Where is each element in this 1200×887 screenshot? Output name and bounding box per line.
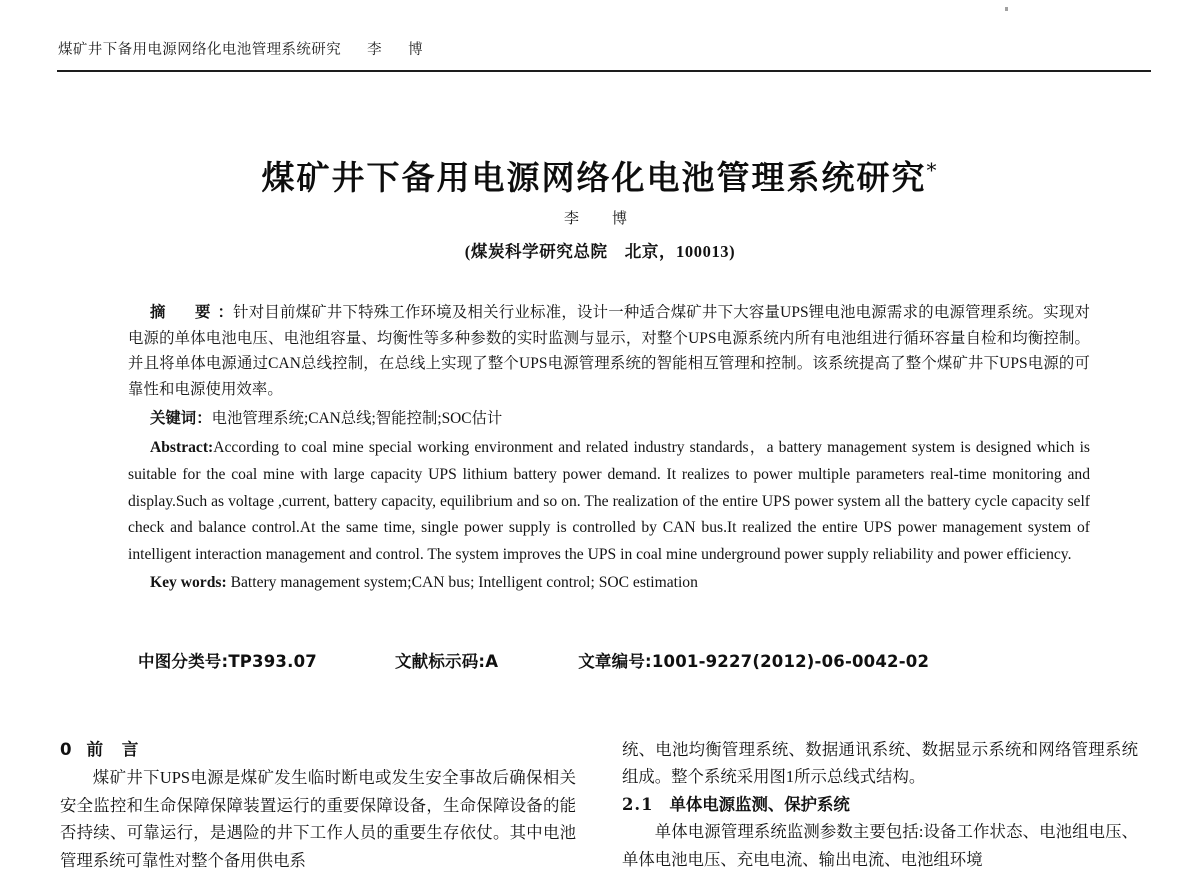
- paragraph-introduction: 煤矿井下UPS电源是煤矿发生临时断电或发生安全事故后确保相关安全监控和生命保障保障装置运行的重要保障设备，生命保障设备的能否持续、可靠运行，是遇险的井下工作人员的重要生存依仗。其中电池管理系统可靠性对整个备用供电系: [60, 768, 576, 870]
- title-footnote-marker: *: [926, 158, 939, 183]
- scan-artifact-speck: [1005, 7, 1008, 11]
- abstract-chinese-colon: ：: [217, 304, 234, 321]
- clc-value: TP393.07: [228, 652, 317, 671]
- body-column-right: [622, 736, 1138, 887]
- section-title-sub: 单体电源监测、保护系统: [669, 794, 850, 814]
- abstract-english-text: According to coal mine special working environment and related industry standards，a battery management system is designed which is suitable for the coal mine with large capacity UPS lithium battery power demand. It realizes to power multiple parameters real-time monitoring and display.Such as voltage ,current, battery capacity, equilibrium and so on. The realization of the entire UPS power system all the battery cycle capacity self check and balance control.At the same time, single power supply is controlled by CAN bus.It realized the entire UPS power management system of intelligent interaction management and control. The system improves the UPS in coal mine underground power supply reliability and power efficiency.: [128, 439, 1090, 563]
- classification-row: [138, 648, 1138, 672]
- keywords-chinese-label: 关键词: [150, 410, 197, 428]
- keywords-english-label: Key words:: [150, 574, 227, 592]
- clc-segment: [138, 652, 317, 671]
- section-heading-introduction: [60, 736, 576, 763]
- section-number: 0: [60, 740, 73, 759]
- page-title: [0, 152, 1200, 199]
- document-code-segment: [395, 652, 498, 671]
- abstract-chinese-text: 针对目前煤矿井下特殊工作环境及相关行业标准，设计一种适合煤矿井下大容量UPS锂电池电源需求的电源管理系统。实现对电源的单体电池电压、电池组容量、均衡性等多种参数的实时监测与显示，对整个UPS电源系统内所有电池组进行循环容量自检和均衡控制。并且将单体电源通过CAN总线控制，在总线上实现了整个UPS电源管理系统的智能相互管理和控制。该系统提高了整个煤矿井下UPS电源的可靠性和电源使用效率。: [128, 304, 1090, 398]
- abstract-english: [128, 435, 1090, 568]
- keywords-chinese: [128, 406, 1090, 431]
- running-header-title: 煤矿井下备用电源网络化电池管理系统研究: [58, 42, 342, 58]
- article-id-segment: [578, 652, 929, 671]
- keywords-english: [128, 570, 1090, 596]
- section-heading-monitoring: [622, 791, 1138, 818]
- page-title-text: 煤矿井下备用电源网络化电池管理系统研究: [261, 158, 927, 198]
- body-column-left: [60, 736, 576, 887]
- paragraph-monitoring: 单体电源管理系统监测参数主要包括:设备工作状态、电池组电压、单体电池电压、充电电流、输出电流、电池组环境: [622, 822, 1138, 869]
- document-code-value: A: [485, 652, 499, 671]
- author-name: 李 博: [563, 211, 636, 227]
- abstract-chinese: [128, 300, 1090, 402]
- abstract-block: [128, 300, 1090, 596]
- author-affiliation: (煤炭科学研究总院 北京，100013): [464, 242, 736, 261]
- abstract-chinese-label: 摘 要: [150, 304, 218, 321]
- clc-label: 中图分类号:: [138, 652, 229, 671]
- article-id-label: 文章编号:: [578, 652, 652, 671]
- section-title: 前 言: [86, 740, 140, 759]
- section-number-sub: 2.1: [622, 794, 654, 814]
- abstract-english-label: Abstract:: [150, 439, 214, 457]
- article-id-value: 1001-9227(2012)-06-0042-02: [651, 652, 930, 671]
- running-header-author: 李 博: [367, 42, 429, 58]
- keywords-chinese-text: 电池管理系统;CAN总线;智能控制;SOC估计: [211, 410, 503, 428]
- header-divider-rule: [57, 70, 1151, 72]
- keywords-chinese-colon: ：: [196, 410, 212, 428]
- keywords-english-text: Battery management system;CAN bus; Intelligent control; SOC estimation: [230, 574, 698, 592]
- document-code-label: 文献标示码:: [394, 652, 486, 671]
- paragraph-continued: 统、电池均衡管理系统、数据通讯系统、数据显示系统和网络管理系统组成。整个系统采用图1所示总线式结构。: [622, 740, 1138, 787]
- running-header: [58, 38, 1150, 59]
